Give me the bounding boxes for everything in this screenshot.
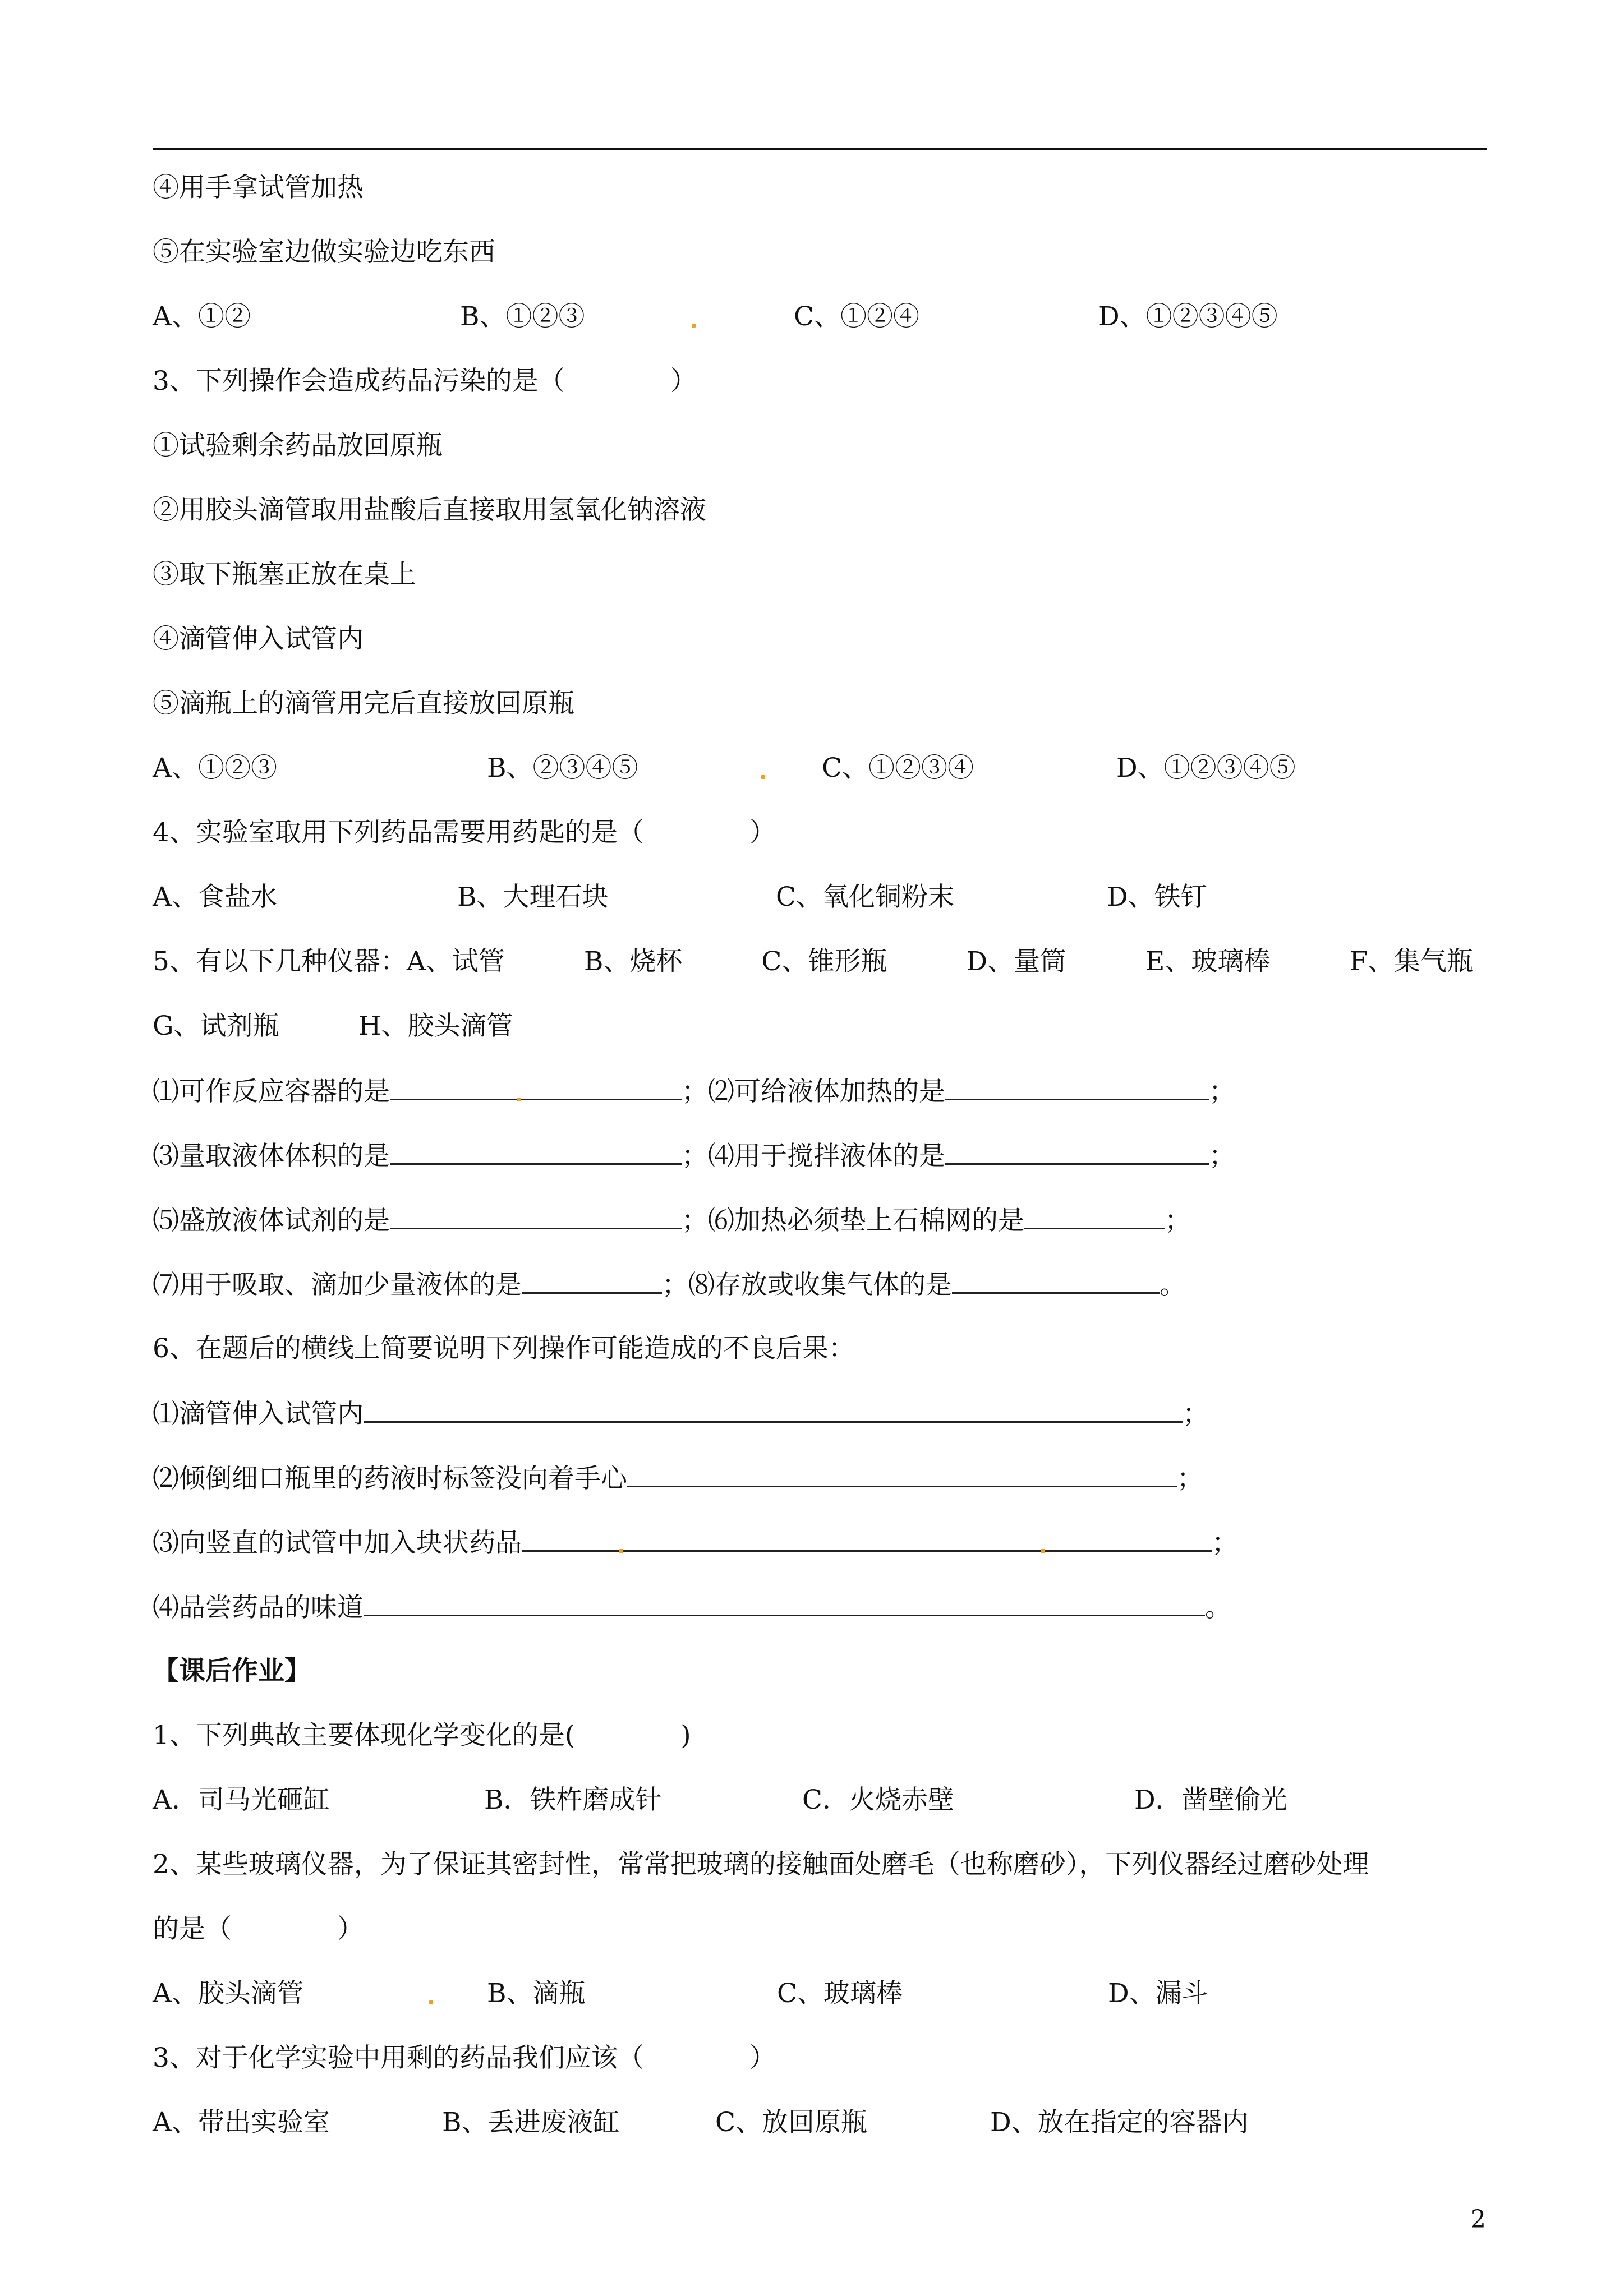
header-rule (153, 148, 1487, 150)
q6-stem: 6、在题后的横线上简要说明下列操作可能造成的不良后果： (153, 1333, 855, 1364)
hw1-option-b: B．铁杵磨成针 (484, 1785, 662, 1815)
q2-option-c: C、①②④ (794, 301, 919, 332)
q5-prompt-4: ；⑷用于搅拌液体的是 (682, 1141, 945, 1172)
q3-item-4: ④滴管伸入试管内 (153, 624, 364, 654)
hw3-option-d: D、放在指定的容器内 (990, 2107, 1249, 2138)
q2-item-5: ⑤在实验室边做实验边吃东西 (153, 237, 495, 268)
stray-mark (692, 324, 696, 328)
q2-item-4: ④用手拿试管加热 (153, 172, 364, 203)
period: 。 (1160, 1270, 1186, 1301)
q3-item-3: ③取下瓶塞正放在桌上 (153, 559, 416, 590)
q5-prompt-7: ⑺用于吸取、滴加少量液体的是 (153, 1270, 522, 1301)
q6-row-2 (153, 1461, 1203, 1496)
q3-option-c: C、①②③④ (822, 753, 974, 783)
q5-prompt-2: ；⑵可给液体加热的是 (682, 1076, 945, 1107)
answer-blank[interactable] (522, 1525, 1212, 1552)
q3-option-d: D、①②③④⑤ (1116, 753, 1296, 783)
q2-option-b: B、①②③ (460, 301, 585, 332)
q3-stem: 3、下列操作会造成药品污染的是（ ） (153, 366, 697, 397)
q5-prompt-1: ⑴可作反应容器的是 (153, 1076, 390, 1107)
answer-blank[interactable] (364, 1590, 1205, 1616)
q5-row-1 (153, 1074, 1235, 1109)
q4-option-b: B、大理石块 (457, 882, 609, 912)
stray-mark (1041, 1549, 1045, 1553)
q6-prompt-3: ⑶向竖直的试管中加入块状药品 (153, 1528, 522, 1559)
semicolon: ； (1209, 1076, 1235, 1107)
q6-row-1 (153, 1396, 1209, 1431)
q3-item-2: ②用胶头滴管取用盐酸后直接取用氢氧化钠溶液 (153, 495, 706, 525)
hw2-stem: 2、某些玻璃仪器，为了保证其密封性，常常把玻璃的接触面处磨毛（也称磨砂），下列仪器经过磨砂处理 (153, 1849, 1369, 1880)
q5-row-3 (153, 1203, 1191, 1238)
stray-mark (619, 1549, 623, 1553)
q5-row-2 (153, 1138, 1235, 1173)
q3-item-1: ①试验剩余药品放回原瓶 (153, 430, 443, 461)
answer-blank[interactable] (390, 1074, 682, 1100)
stray-mark (517, 1098, 521, 1101)
answer-blank[interactable] (1024, 1203, 1165, 1229)
q6-row-3 (153, 1525, 1238, 1560)
q2-option-d: D、①②③④⑤ (1098, 301, 1278, 332)
q4-stem: 4、实验室取用下列药品需要用药匙的是（ ） (153, 817, 776, 848)
q6-prompt-2: ⑵倾倒细口瓶里的药液时标签没向着手心 (153, 1463, 627, 1494)
q5-row-4 (153, 1267, 1186, 1302)
q5-stem-continued: G、试剂瓶 H、胶头滴管 (153, 1011, 513, 1041)
hw3-option-c: C、放回原瓶 (715, 2107, 867, 2138)
q2-option-a: A、①② (153, 301, 251, 332)
q5-prompt-3: ⑶量取液体体积的是 (153, 1141, 390, 1172)
q6-row-4 (153, 1590, 1231, 1625)
answer-blank[interactable] (522, 1267, 662, 1294)
semicolon: ； (1209, 1141, 1235, 1172)
semicolon: ； (1183, 1399, 1209, 1430)
q6-prompt-1: ⑴滴管伸入试管内 (153, 1399, 364, 1430)
hw1-option-c: C．火烧赤壁 (802, 1785, 954, 1815)
hw3-stem: 3、对于化学实验中用剩的药品我们应该（ ） (153, 2043, 776, 2073)
hw2-stem-continued: 的是（ ） (153, 1914, 364, 1944)
period: 。 (1205, 1592, 1231, 1623)
q3-item-5: ⑤滴瓶上的滴管用完后直接放回原瓶 (153, 688, 574, 719)
semicolon: ； (1212, 1528, 1238, 1559)
q5-prompt-6: ；⑹加热必须垫上石棉网的是 (682, 1205, 1024, 1236)
semicolon: ； (1177, 1463, 1203, 1494)
page-number: 2 (1470, 2205, 1486, 2234)
q4-option-d: D、铁钉 (1107, 882, 1207, 912)
q5-stem: 5、有以下几种仪器：A、试管 B、烧杯 C、锥形瓶 D、量筒 E、玻璃棒 F、集气瓶 (153, 946, 1473, 977)
answer-blank[interactable] (364, 1396, 1183, 1423)
hw2-option-c: C、玻璃棒 (777, 1978, 903, 2009)
stray-mark (429, 2000, 433, 2004)
hw3-option-a: A、带出实验室 (153, 2107, 330, 2138)
q5-prompt-8: ；⑻存放或收集气体的是 (662, 1270, 952, 1301)
hw2-option-b: B、滴瓶 (487, 1978, 586, 2009)
q4-option-a: A、食盐水 (153, 882, 277, 912)
hw2-option-a: A、胶头滴管 (153, 1978, 303, 2009)
hw3-option-b: B、丢进废液缸 (442, 2107, 620, 2138)
q6-prompt-4: ⑷品尝药品的味道 (153, 1592, 364, 1623)
q3-option-b: B、②③④⑤ (487, 753, 638, 783)
hw1-stem: 1、下列典故主要体现化学变化的是( ) (153, 1720, 691, 1751)
homework-title: 【课后作业】 (153, 1656, 311, 1686)
answer-blank[interactable] (627, 1461, 1177, 1487)
q4-option-c: C、氧化铜粉末 (776, 882, 954, 912)
answer-blank[interactable] (390, 1138, 682, 1165)
q3-option-a: A、①②③ (153, 753, 277, 783)
hw2-option-d: D、漏斗 (1108, 1978, 1208, 2009)
semicolon: ； (1165, 1205, 1191, 1236)
answer-blank[interactable] (945, 1074, 1209, 1100)
answer-blank[interactable] (952, 1267, 1160, 1294)
answer-blank[interactable] (945, 1138, 1209, 1165)
q5-prompt-5: ⑸盛放液体试剂的是 (153, 1205, 390, 1236)
answer-blank[interactable] (390, 1203, 682, 1229)
stray-mark (761, 775, 765, 779)
hw1-option-a: A．司马光砸缸 (153, 1785, 330, 1815)
hw1-option-d: D．凿壁偷光 (1134, 1785, 1287, 1815)
